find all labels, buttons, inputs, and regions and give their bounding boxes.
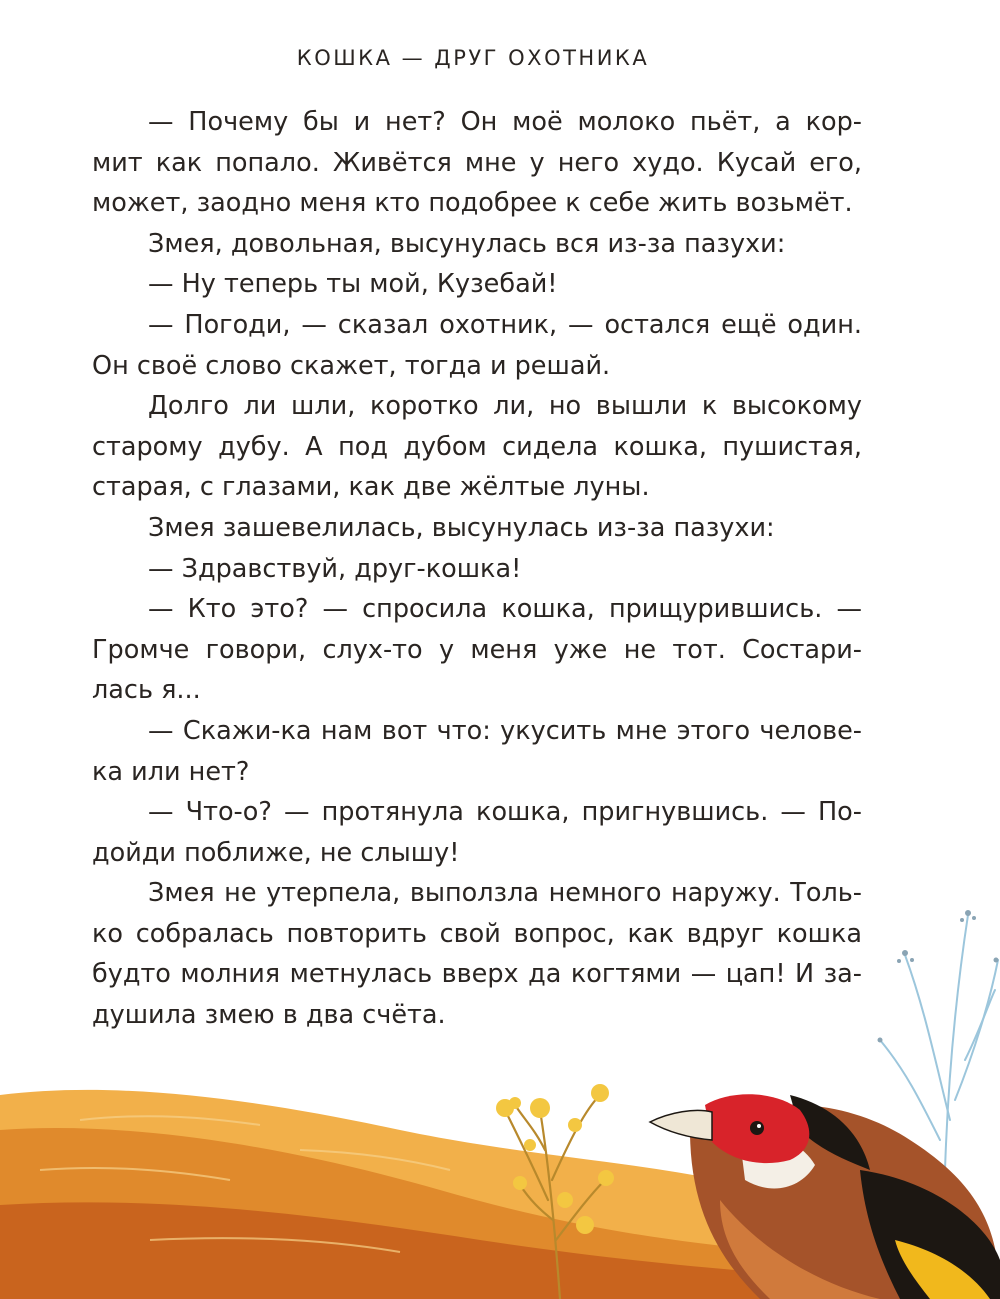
text-line: — Скажи-ка нам вот что: укусить мне этого челове- bbox=[148, 715, 862, 746]
text-line: — Кто это? — спросила кошка, прищурившись. — bbox=[148, 594, 862, 625]
text-line: старая, с глазами, как две жёлтые луны. bbox=[92, 472, 650, 503]
running-head: КОШКА — ДРУГ ОХОТНИКА bbox=[296, 46, 650, 70]
blue-grass bbox=[880, 915, 998, 1170]
blue-seedheads bbox=[878, 910, 999, 1043]
text-line: Он своё слово скажет, тогда и решай. bbox=[92, 350, 611, 381]
text-line: старому дубу. А под дубом сидела кошка, пушистая, bbox=[92, 431, 862, 462]
text-line: — Погоди, — сказал охотник, — остался ещё один. bbox=[148, 309, 862, 340]
text-line: мит как попало. Живётся мне у него худо. Кусай его, bbox=[92, 147, 862, 178]
text-line: Змея, довольная, высунулась вся из-за пазухи: bbox=[148, 228, 786, 259]
text-line: душила змею в два счёта. bbox=[92, 1000, 446, 1031]
text-line: Громче говори, слух-то у меня уже не тот. Состари- bbox=[92, 634, 862, 665]
text-line: может, заодно меня кто подобрее к себе жить возьмёт. bbox=[92, 188, 853, 219]
text-line: Змея не утерпела, выползла немного наружу. Толь- bbox=[148, 878, 862, 909]
text-line: Долго ли шли, коротко ли, но вышли к высокому bbox=[148, 391, 862, 422]
text-line: лась я... bbox=[92, 675, 201, 706]
text-line: — Почему бы и нет? Он моё молоко пьёт, а кор- bbox=[148, 107, 862, 137]
text-line: — Здравствуй, друг-кошка! bbox=[148, 553, 522, 584]
text-line: ка или нет? bbox=[92, 756, 250, 787]
goldfinch-illustration bbox=[0, 880, 1000, 1299]
text-line: Змея зашевелилась, высунулась из-за пазухи: bbox=[148, 512, 775, 543]
text-line: — Что-о? — протянула кошка, пригнувшись. — По- bbox=[148, 797, 862, 828]
text-line: — Ну теперь ты мой, Кузебай! bbox=[148, 269, 558, 300]
text-line: дойди поближе, не слышу! bbox=[92, 837, 460, 868]
text-line: будто молния метнулась вверх да когтями — цап! И за- bbox=[92, 959, 862, 990]
text-line: ко собралась повторить свой вопрос, как вдруг кошка bbox=[92, 918, 862, 949]
